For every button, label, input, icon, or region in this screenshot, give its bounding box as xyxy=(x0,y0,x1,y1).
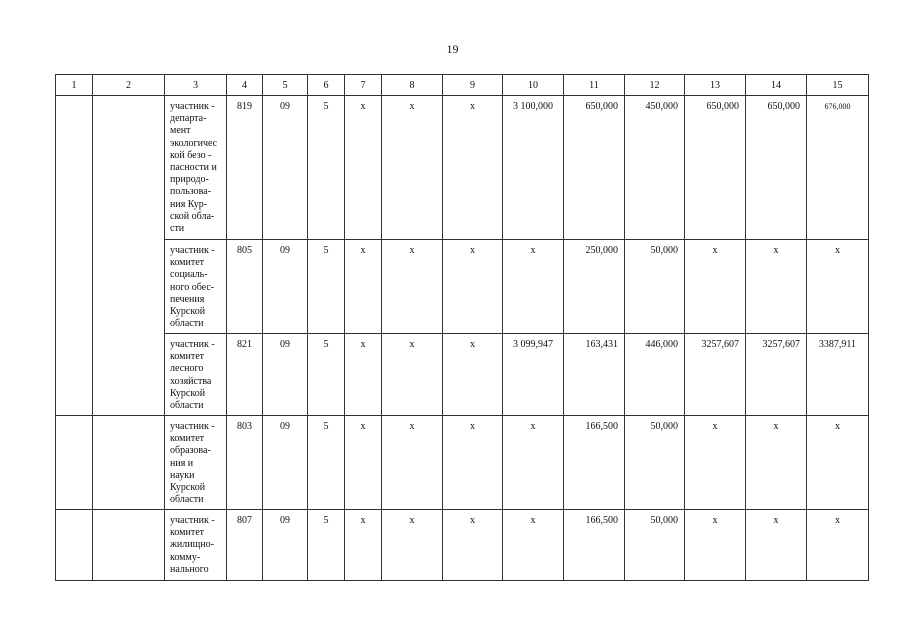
participant-line: комитет xyxy=(170,527,205,539)
participant-line: участник - xyxy=(170,245,215,256)
participant-line: ния и xyxy=(170,457,194,469)
participant-line: участник - xyxy=(170,421,215,432)
participant-line: ской обла- xyxy=(170,210,215,222)
column-header: 14 xyxy=(746,75,807,96)
cell-col-12: 446,000 xyxy=(625,334,685,416)
cell-col-6: 5 xyxy=(308,510,345,581)
column-header: 4 xyxy=(227,75,263,96)
cell-col-7: x xyxy=(345,334,382,416)
cell-col-15: x xyxy=(807,510,869,581)
cell-col-11: 163,431 xyxy=(564,334,625,416)
participant-line: Курской xyxy=(170,482,206,494)
cell-col-10: 3 099,947 xyxy=(503,334,564,416)
page-number: 19 xyxy=(446,42,459,56)
column-header: 13 xyxy=(685,75,746,96)
participant-line: департа- xyxy=(170,113,207,125)
cell-col-5: 09 xyxy=(263,416,308,510)
cell-col-14: x xyxy=(746,416,807,510)
cell-col-10: 3 100,000 xyxy=(503,96,564,240)
cell-col-9: x xyxy=(443,240,503,334)
participant-line: Курской xyxy=(170,306,206,318)
participant-line: Курской xyxy=(170,387,206,399)
budget-table xyxy=(55,74,869,581)
cell-col-9: x xyxy=(443,334,503,416)
participant-line: природо- xyxy=(170,174,209,186)
cell-col-15: 3387,911 xyxy=(807,334,869,416)
participant-line: жилищно- xyxy=(170,539,214,551)
cell-col-4: 805 xyxy=(227,240,263,334)
cell-col-14: 3257,607 xyxy=(746,334,807,416)
participant-line: участник - xyxy=(170,339,215,350)
cell-col-4: 821 xyxy=(227,334,263,416)
participant-line: печения xyxy=(170,293,205,305)
participant-line: области xyxy=(170,494,204,506)
cell-col-6: 5 xyxy=(308,416,345,510)
cell-col-5: 09 xyxy=(263,510,308,581)
cell-col-9: x xyxy=(443,510,503,581)
participant-line: участник - xyxy=(170,515,215,526)
cell-col-7: x xyxy=(345,510,382,581)
participant-line: пользова- xyxy=(170,186,212,198)
cell-col-12: 50,000 xyxy=(625,240,685,334)
cell-col-14: x xyxy=(746,510,807,581)
table-row xyxy=(56,510,869,581)
cell-col-8: x xyxy=(382,416,443,510)
participant-line: участник - xyxy=(170,101,215,112)
column-header: 8 xyxy=(382,75,443,96)
participant-line: хозяйства xyxy=(170,375,212,387)
column-header: 5 xyxy=(263,75,308,96)
cell-col-4: 803 xyxy=(227,416,263,510)
cell-col-6: 5 xyxy=(308,240,345,334)
cell-col-8: x xyxy=(382,96,443,240)
cell-col-5: 09 xyxy=(263,334,308,416)
column-header: 3 xyxy=(165,75,227,96)
cell-col-13: x xyxy=(685,416,746,510)
cell-col-15: x xyxy=(807,240,869,334)
column-header: 9 xyxy=(443,75,503,96)
cell-col-6: 5 xyxy=(308,334,345,416)
cell-col-7: x xyxy=(345,96,382,240)
cell-col-12: 50,000 xyxy=(625,510,685,581)
cell-col-11: 166,500 xyxy=(564,510,625,581)
column-header: 15 xyxy=(807,75,869,96)
participant-line: ния Кур- xyxy=(170,198,208,210)
participant-line: комму- xyxy=(170,551,201,563)
column-header: 6 xyxy=(308,75,345,96)
cell-col-14: 650,000 xyxy=(746,96,807,240)
cell-col-9: x xyxy=(443,96,503,240)
cell-col-7: x xyxy=(345,416,382,510)
table-row xyxy=(56,334,869,416)
cell-col-12: 50,000 xyxy=(625,416,685,510)
participant-line: комитет xyxy=(170,351,205,363)
cell-col-11: 250,000 xyxy=(564,240,625,334)
cell-col-14: x xyxy=(746,240,807,334)
cell-col-2 xyxy=(93,510,165,581)
column-header: 2 xyxy=(93,75,165,96)
participant-line: экологичес xyxy=(170,137,218,149)
participant-line: кой безо - xyxy=(170,149,212,161)
cell-col-4: 807 xyxy=(227,510,263,581)
cell-col-5: 09 xyxy=(263,96,308,240)
cell-col-10: x xyxy=(503,240,564,334)
participant-line: области xyxy=(170,400,204,412)
column-header: 11 xyxy=(564,75,625,96)
participant-cell xyxy=(165,96,227,240)
cell-col-10: x xyxy=(503,510,564,581)
cell-col-13: 650,000 xyxy=(685,96,746,240)
participant-cell xyxy=(165,334,227,416)
cell-col-13: 3257,607 xyxy=(685,334,746,416)
cell-col-9: x xyxy=(443,416,503,510)
cell-col-6: 5 xyxy=(308,96,345,240)
cell-col-15: x xyxy=(807,416,869,510)
cell-col-13: x xyxy=(685,510,746,581)
cell-col-8: x xyxy=(382,510,443,581)
column-header: 7 xyxy=(345,75,382,96)
participant-cell xyxy=(165,240,227,334)
cell-col-10: x xyxy=(503,416,564,510)
table-row xyxy=(56,416,869,510)
cell-col-8: x xyxy=(382,334,443,416)
table-row xyxy=(56,96,869,240)
participant-line: науки xyxy=(170,469,195,481)
participant-line: ного обес- xyxy=(170,281,215,293)
cell-col-2 xyxy=(93,96,165,416)
table-row xyxy=(56,240,869,334)
participant-line: области xyxy=(170,318,204,330)
participant-line: мент xyxy=(170,125,191,137)
cell-col-4: 819 xyxy=(227,96,263,240)
cell-col-1 xyxy=(56,510,93,581)
column-header: 12 xyxy=(625,75,685,96)
participant-line: пасности и xyxy=(170,162,217,174)
participant-line: комитет xyxy=(170,257,205,269)
participant-line: нального xyxy=(170,563,209,575)
cell-col-11: 166,500 xyxy=(564,416,625,510)
participant-cell xyxy=(165,510,227,581)
column-header: 1 xyxy=(56,75,93,96)
participant-line: сти xyxy=(170,223,185,235)
cell-col-2 xyxy=(93,416,165,510)
cell-col-1 xyxy=(56,96,93,416)
participant-line: лесного xyxy=(170,363,204,375)
participant-line: образова- xyxy=(170,445,211,457)
cell-col-5: 09 xyxy=(263,240,308,334)
participant-line: социаль- xyxy=(170,269,208,281)
cell-col-15: 676,000 xyxy=(807,96,869,240)
cell-col-7: x xyxy=(345,240,382,334)
participant-cell xyxy=(165,416,227,510)
column-header: 10 xyxy=(503,75,564,96)
cell-col-1 xyxy=(56,416,93,510)
cell-col-13: x xyxy=(685,240,746,334)
cell-col-8: x xyxy=(382,240,443,334)
participant-line: комитет xyxy=(170,433,205,445)
cell-col-11: 650,000 xyxy=(564,96,625,240)
header-row xyxy=(56,75,869,96)
table-body xyxy=(56,96,869,581)
cell-col-12: 450,000 xyxy=(625,96,685,240)
